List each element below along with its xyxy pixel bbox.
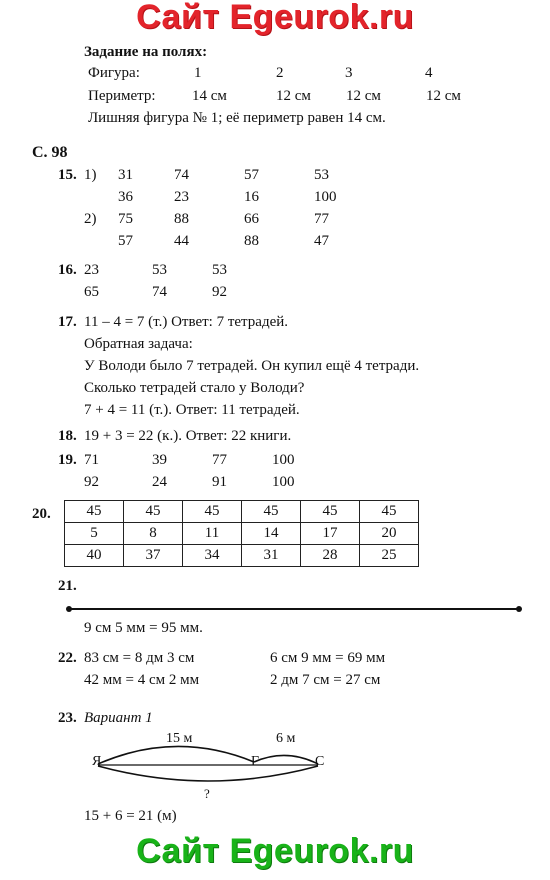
task-15-number: 15. (58, 167, 77, 183)
task-19-cell: 92 (84, 474, 99, 490)
length-6m-label: 6 м (276, 731, 296, 746)
table-cell: 25 (360, 545, 419, 567)
task-16-number: 16. (58, 262, 77, 278)
point-ya-label: Я (92, 754, 102, 769)
table-cell: 20 (360, 523, 419, 545)
table-cell: 28 (301, 545, 360, 567)
task-18-line: 19 + 3 = 22 (к.). Ответ: 22 книги. (84, 428, 292, 444)
figure-1: 1 (194, 65, 202, 81)
perimeter-2: 12 см (276, 88, 311, 104)
task-15-cell: 47 (314, 233, 329, 249)
task-15-cell: 75 (118, 211, 133, 227)
task-15-cell: 44 (174, 233, 189, 249)
figure-2: 2 (276, 65, 284, 81)
task-17-line: Сколько тетрадей стало у Володи? (84, 380, 305, 396)
task-16-cell: 53 (152, 262, 167, 278)
perimeter-3: 12 см (346, 88, 381, 104)
perimeter-4: 12 см (426, 88, 461, 104)
task-23-variant: Вариант 1 (84, 710, 153, 726)
task-17-line: Обратная задача: (84, 336, 193, 352)
task-16-cell: 74 (152, 284, 167, 300)
task-23-number: 23. (58, 710, 77, 726)
task-15-cell: 23 (174, 189, 189, 205)
task-16-cell: 53 (212, 262, 227, 278)
task-17-line: 7 + 4 = 11 (т.). Ответ: 11 тетрадей. (84, 402, 300, 418)
task-15-cell: 36 (118, 189, 133, 205)
task-15-cell: 53 (314, 167, 329, 183)
segment-line (68, 608, 520, 610)
task-18-number: 18. (58, 428, 77, 444)
task-22-eq: 2 дм 7 см = 27 см (270, 672, 381, 688)
task-15-cell: 74 (174, 167, 189, 183)
task-20-table (64, 500, 419, 567)
task-19-cell: 100 (272, 452, 295, 468)
table-row (65, 501, 419, 523)
task-15-cell: 57 (244, 167, 259, 183)
task-23-answer: 15 + 6 = 21 (м) (84, 808, 177, 824)
table-cell: 31 (242, 545, 301, 567)
task-15-cell: 88 (174, 211, 189, 227)
page-label: С. 98 (32, 144, 68, 161)
perimeter-label: Периметр: (88, 88, 156, 104)
table-cell: 45 (242, 501, 301, 523)
task-16-cell: 23 (84, 262, 99, 278)
table-row (65, 545, 419, 567)
task-19-cell: 24 (152, 474, 167, 490)
task-15-cell: 88 (244, 233, 259, 249)
table-cell: 45 (124, 501, 183, 523)
perimeter-1: 14 см (192, 88, 227, 104)
table-cell: 45 (65, 501, 124, 523)
arc-6m (254, 755, 318, 764)
task-22-number: 22. (58, 650, 77, 666)
task-20-number: 20. (32, 506, 51, 522)
table-cell: 37 (124, 545, 183, 567)
length-15m-label: 15 м (166, 731, 193, 746)
table-row (65, 523, 419, 545)
unknown-total-label: ? (204, 786, 210, 801)
task-16-cell: 65 (84, 284, 99, 300)
margin-task-title: Задание на полях: (84, 44, 208, 60)
margin-task-note: Лишняя фигура № 1; её периметр равен 14 см. (88, 110, 386, 126)
task-21-number: 21. (58, 578, 77, 594)
table-cell: 11 (183, 523, 242, 545)
table-cell: 45 (301, 501, 360, 523)
table-cell: 45 (183, 501, 242, 523)
task-22-eq: 6 см 9 мм = 69 мм (270, 650, 386, 666)
site-banner-bottom: Сайт Egeurok.ru (136, 832, 414, 870)
table-cell: 5 (65, 523, 124, 545)
figure-3: 3 (345, 65, 353, 81)
task-15-cell: 57 (118, 233, 133, 249)
task-17-number: 17. (58, 314, 77, 330)
task-15-cell: 16 (244, 189, 259, 205)
figure-4: 4 (425, 65, 433, 81)
task-15-part-1: 1) (84, 167, 97, 183)
table-cell: 14 (242, 523, 301, 545)
point-s-label: С (315, 754, 325, 769)
task-19-cell: 39 (152, 452, 167, 468)
task-15-cell: 77 (314, 211, 329, 227)
task-19-cell: 71 (84, 452, 99, 468)
distance-diagram (86, 730, 336, 800)
task-19-number: 19. (58, 452, 77, 468)
task-21-line: 9 см 5 мм = 95 мм. (84, 620, 203, 636)
task-15-cell: 66 (244, 211, 259, 227)
table-cell: 17 (301, 523, 360, 545)
task-17-line: 11 – 4 = 7 (т.) Ответ: 7 тетрадей. (84, 314, 289, 330)
task-17-line: У Володи было 7 тетрадей. Он купил ещё 4 тетради. (84, 358, 420, 374)
arc-15m (98, 746, 254, 764)
task-22-eq: 42 мм = 4 см 2 мм (84, 672, 200, 688)
table-cell: 45 (360, 501, 419, 523)
segment-end-point (516, 606, 522, 612)
table-cell: 40 (65, 545, 124, 567)
site-banner-top: Сайт Egeurok.ru (136, 0, 414, 36)
task-15-cell: 100 (314, 189, 337, 205)
task-22-eq: 83 см = 8 дм 3 см (84, 650, 195, 666)
arc-total (98, 766, 318, 781)
task-19-cell: 91 (212, 474, 227, 490)
table-cell: 8 (124, 523, 183, 545)
task-19-cell: 100 (272, 474, 295, 490)
task-15-cell: 31 (118, 167, 133, 183)
task-15-part-2: 2) (84, 211, 97, 227)
table-cell: 34 (183, 545, 242, 567)
figure-label: Фигура: (88, 65, 140, 81)
task-19-cell: 77 (212, 452, 227, 468)
point-g-label: Г (251, 754, 260, 769)
task-16-cell: 92 (212, 284, 227, 300)
